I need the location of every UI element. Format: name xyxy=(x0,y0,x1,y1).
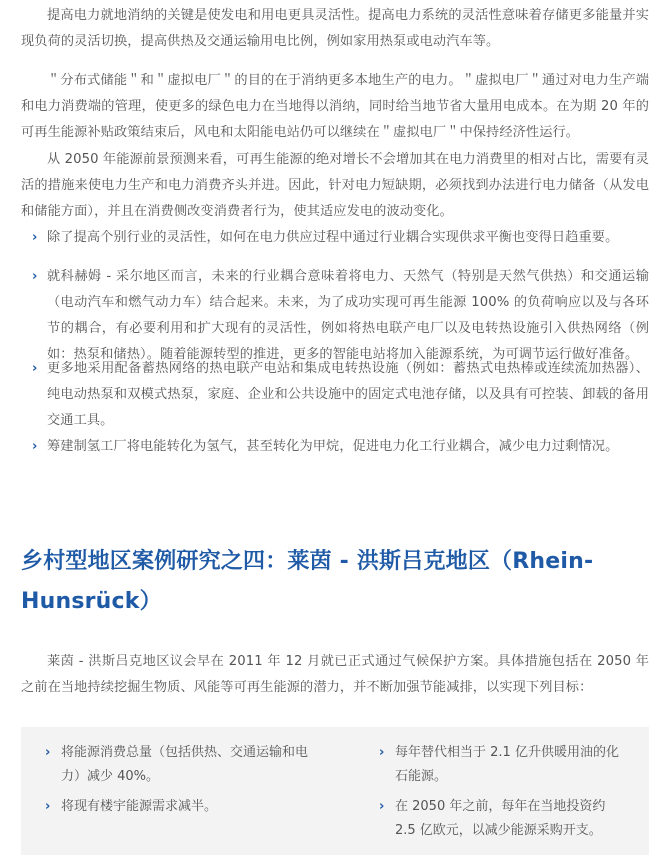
bullet-text: 筹建制氢工厂将电能转化为氢气，甚至转化为甲烷，促进电力化工行业耦合，减少电力过剩情况。 xyxy=(47,439,619,454)
paragraph-2050-outlook: 从 2050 年能源前景预测来看，可再生能源的绝对增长不会增加其在电力消费里的相对占比，需要有灵活的措施来使电力生产和电力消费齐头并进。因此，针对电力短缺期，必须找到办法进行电力储备（从发电和储能方面），并且在消费侧改变消费者行为，使其适应发电的波动变化。 xyxy=(21,152,649,219)
chevron-right-icon: › xyxy=(32,439,38,454)
chevron-right-icon: › xyxy=(32,230,38,245)
chevron-right-icon: › xyxy=(32,269,38,284)
bullet-item xyxy=(21,356,649,434)
bullet-item xyxy=(21,264,649,368)
goal-item xyxy=(43,741,313,789)
chevron-right-icon: › xyxy=(45,799,51,814)
bullet-text: 就科赫姆 - 采尔地区而言，未来的行业耦合意味着将电力、天然气（特别是天然气供热）和交通运输（电动汽车和燃气动力车）结合起来。未来，为了成功实现可再生能源 100% 的负荷响应以及与各环节的耦合，有必要利用和扩大现有的灵活性，例如将热电联产电厂以及电转热设施引入供热网络（例如：热泵和储热）。随着能源转型的推进，更多的智能电站将加入能源系统，为可调节运行做好准备。 xyxy=(47,269,649,362)
goals-box xyxy=(21,727,649,855)
case-study-intro: 莱茵 - 洪斯吕克地区议会早在 2011 年 12 月就已正式通过气候保护方案。具体措施包括在 2050 年之前在当地持续挖掘生物质、风能等可再生能源的潜力，并不断加强节能减排，以实现下列目标： xyxy=(21,654,649,695)
case-study-heading: 乡村型地区案例研究之四：莱茵 - 洪斯吕克地区（Rhein-Hunsrück） xyxy=(21,549,594,614)
chevron-right-icon: › xyxy=(379,745,385,760)
goal-text: 每年替代相当于 2.1 亿升供暖用油的化石能源。 xyxy=(395,745,619,784)
bullet-item xyxy=(21,434,649,460)
bullet-text: 除了提高个别行业的灵活性，如何在电力供应过程中通过行业耦合实现供求平衡也变得日趋重要。 xyxy=(47,230,619,245)
goal-item xyxy=(377,741,627,789)
goal-item xyxy=(377,795,627,843)
chevron-right-icon: › xyxy=(32,361,38,376)
paragraph-virtual-power-plant: ＂分布式储能＂和＂虚拟电厂＂的目的在于消纳更多本地生产的电力。＂虚拟电厂＂通过对电力生产端和电力消费端的管理，使更多的绿色电力在当地得以消纳，同时给当地节省大量用电成本。在为期 20 年的可再生能源补贴政策结束后，风电和太阳能电站仍可以继续在＂虚拟电厂＂中保持经济性运行。 xyxy=(21,73,649,140)
chevron-right-icon: › xyxy=(45,745,51,760)
bullet-item xyxy=(21,225,649,251)
bullet-text: 更多地采用配备蓄热网络的热电联产电站和集成电转热设施（例如：蓄热式电热棒或连续流加热器）、纯电动热泵和双模式热泵，家庭、企业和公共设施中的固定式电池存储，以及具有可控装、卸载的备用交通工具。 xyxy=(47,361,649,428)
paragraph-flexibility: 提高电力就地消纳的关键是使发电和用电更具灵活性。提高电力系统的灵活性意味着存储更多能量并实现负荷的灵活切换，提高供热及交通运输用电比例，例如家用热泵或电动汽车等。 xyxy=(21,8,649,49)
goal-text: 在 2050 年之前，每年在当地投资约 2.5 亿欧元，以减少能源采购开支。 xyxy=(395,799,606,838)
goal-text: 将现有楼宇能源需求减半。 xyxy=(61,799,218,814)
goal-item xyxy=(43,795,313,819)
goal-text: 将能源消费总量（包括供热、交通运输和电力）减少 40%。 xyxy=(61,745,309,784)
chevron-right-icon: › xyxy=(379,799,385,814)
